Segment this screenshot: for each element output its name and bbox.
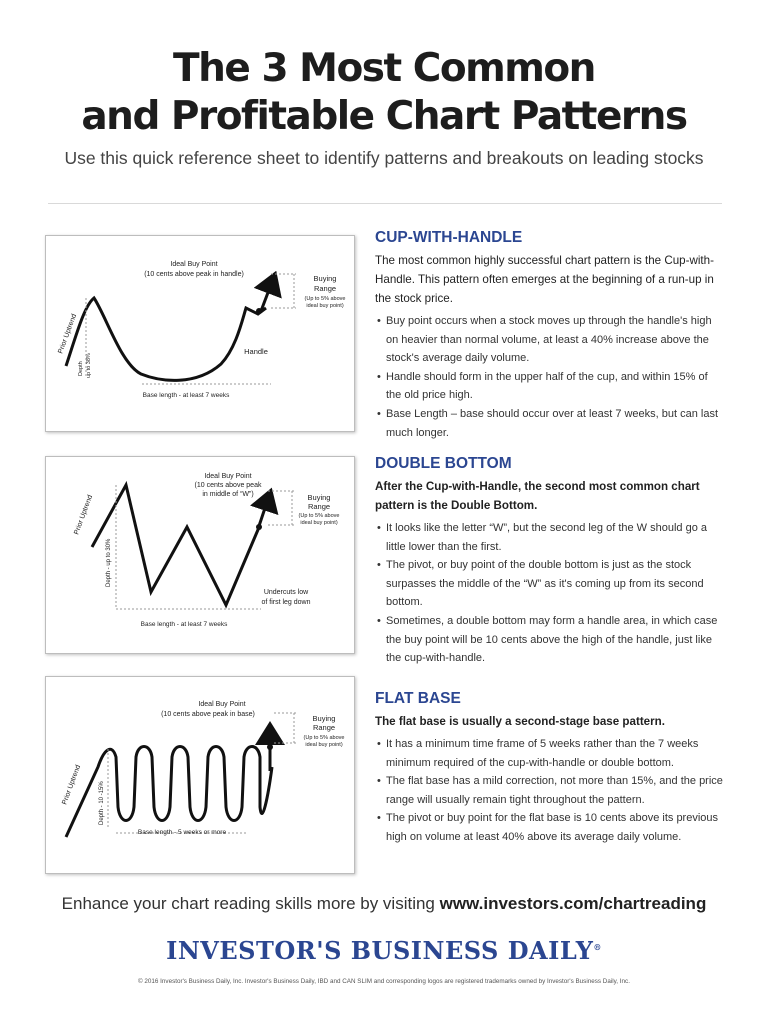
prior-uptrend-label: Prior Uptrend: [73, 494, 95, 536]
list-item: • Base Length – base should occur over at least 7 weeks, but can last much longer.: [375, 405, 725, 442]
handle-label: Handle: [244, 347, 268, 356]
buying-range-note-2: ideal buy point): [300, 520, 338, 526]
buying-range-label-2: Range: [307, 502, 331, 511]
list-item: • The pivot, or buy point of the double bottom is just as the stock surpasses the middle of the “W” as it's coming up from its second bottom.: [375, 556, 725, 612]
depth-value: up to 38%: [86, 353, 92, 378]
section-intro: The most common highly successful chart pattern is the Cup-with-Handle. This pattern often emerges at the beginning of a run-up in the stock price.: [375, 254, 714, 305]
logo-text: INVESTOR'S BUSINESS DAILY: [166, 936, 594, 965]
buying-range-note-2: ideal buy point): [305, 742, 343, 748]
copyright-notice: © 2016 Investor's Business Daily, Inc. Investor's Business Daily, IBD and CAN SLIM and corresponding logos are registered trademarks owned by Investor's Business Daily, Inc.: [138, 978, 630, 985]
buying-range-note-2: ideal buy point): [306, 303, 344, 309]
buy-point-dot: [256, 308, 262, 314]
list-item: • The flat base has a mild correction, not more than 15%, and the price range will usually remain tight throughout the pattern.: [375, 772, 725, 809]
section-heading: CUP-WITH-HANDLE: [375, 229, 523, 246]
section-intro: The flat base is usually a second-stage base pattern.: [375, 715, 665, 728]
buy-point-dot: [267, 744, 273, 750]
cup-with-handle-diagram: [45, 235, 355, 432]
section-double-bottom: [375, 455, 725, 668]
prior-uptrend-label: Prior Uptrend: [57, 313, 79, 355]
section-heading: DOUBLE BOTTOM: [375, 455, 512, 472]
depth-label: Depth - 10 -15%: [99, 781, 105, 825]
bullet-list: [375, 735, 725, 847]
buying-range-label: Buying: [307, 493, 331, 502]
breakout-arrow: [261, 282, 272, 311]
list-item: • The pivot or buy point for the flat base is 10 cents above its previous high on volume at least 40% above its average daily volume.: [375, 809, 725, 846]
ideal-buy-label: Ideal Buy Point: [204, 473, 252, 480]
list-item: • It looks like the letter “W”, but the second leg of the W should go a little lower than the first.: [375, 519, 725, 556]
ideal-buy-note: (10 cents above peak in handle): [144, 271, 244, 278]
section-flat-base: [375, 690, 725, 847]
undercut-label: Undercuts low: [263, 589, 309, 596]
chart-reading-link[interactable]: www.investors.com/chartreading: [439, 894, 707, 913]
ideal-buy-label: Ideal Buy Point: [198, 701, 246, 708]
ideal-buy-note: (10 cents above peak in base): [161, 711, 255, 718]
divider: [48, 203, 722, 204]
ibd-logo: [0, 936, 768, 965]
call-to-action: [0, 894, 768, 914]
buying-range-label: Buying: [313, 274, 337, 283]
buying-range-note: (Up to 5% above: [304, 296, 346, 302]
buying-range-label: Buying: [312, 714, 336, 723]
base-length-label: Base length - 5 weeks or more: [137, 829, 227, 836]
list-item: • Handle should form in the upper half of the cup, and within 15% of the old price high.: [375, 368, 725, 405]
double-bottom-diagram: [45, 456, 355, 654]
buying-range-label-2: Range: [312, 723, 336, 732]
base-length-label: Base length - at least 7 weeks: [142, 392, 230, 399]
list-item: • Buy point occurs when a stock moves up through the handle's high on heavier than normal volume, at least a 40% increase above the stock's average daily volume.: [375, 312, 725, 368]
flat-base-price-line: [66, 747, 272, 838]
w-price-line: [92, 485, 260, 605]
buying-range-note: (Up to 5% above: [298, 513, 340, 519]
cup-price-line: [66, 298, 266, 380]
ideal-buy-note-2: in middle of “W”): [202, 491, 254, 498]
base-length-label: Base length - at least 7 weeks: [140, 621, 228, 628]
flat-base-diagram: [45, 676, 355, 874]
buy-point-dot: [256, 524, 262, 530]
prior-uptrend-label: Prior Uptrend: [61, 764, 83, 806]
list-item: • It has a minimum time frame of 5 weeks rather than the 7 weeks minimum required of the cup-with-handle or double bottom.: [375, 735, 725, 772]
page-subtitle: Use this quick reference sheet to identify patterns and breakouts on leading stocks: [64, 148, 704, 168]
bullet-list: [375, 519, 725, 668]
section-intro: After the Cup-with-Handle, the second most common chart pattern is the Double Bottom.: [375, 480, 700, 512]
section-cup-with-handle: [375, 229, 725, 442]
page-title-line-1: The 3 Most Common: [173, 46, 595, 91]
page-title-line-2: and Profitable Chart Patterns: [81, 94, 687, 139]
registered-mark: ®: [593, 942, 602, 952]
bullet-list: [375, 312, 725, 442]
buying-range-label-2: Range: [313, 284, 337, 293]
section-heading: FLAT BASE: [375, 690, 461, 707]
ideal-buy-label: Ideal Buy Point: [170, 261, 218, 268]
buying-range-note: (Up to 5% above: [303, 735, 345, 741]
undercut-label-2: of first leg down: [261, 599, 311, 606]
ideal-buy-note: (10 cents above peak: [194, 482, 262, 489]
depth-label: Depth: [78, 361, 84, 376]
depth-label: Depth - up to 30%: [106, 538, 112, 587]
cta-text: Enhance your chart reading skills more by visiting: [61, 894, 440, 913]
list-item: • Sometimes, a double bottom may form a handle area, in which case the buy point will be 10 cents above the high of the handle, just like the cup-with-handle.: [375, 612, 725, 668]
